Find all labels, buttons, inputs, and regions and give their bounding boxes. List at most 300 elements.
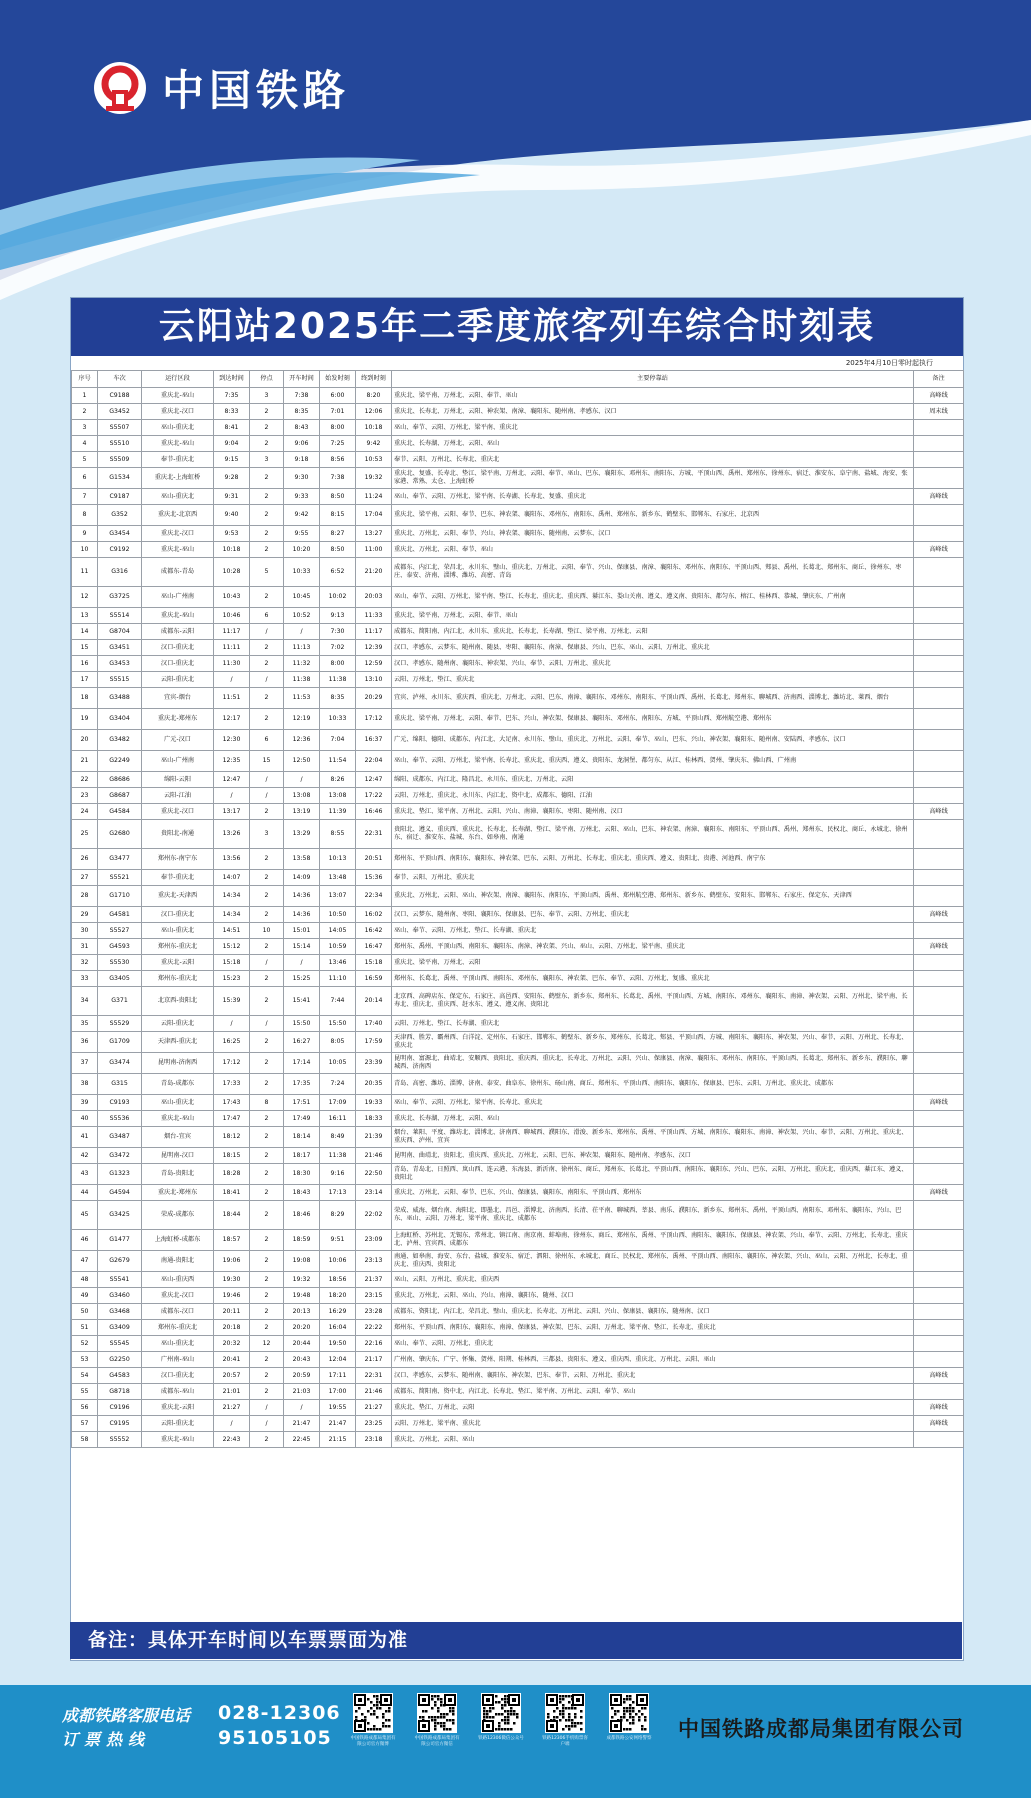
table-cell: 烟台、莱阳、平度、潍坊北、淄博北、济南西、聊城西、濮阳东、滑浚、新乡东、郑州东、禹州、平顶山西、方城、南阳东、襄阳东、南漳、神农架、兴山、奉节、云阳、万州北、重庆北、重庆西、泸州、宜宾 — [392, 1127, 914, 1148]
table-cell: C9187 — [98, 489, 142, 505]
table-cell: 重庆北-巫山 — [142, 1432, 214, 1448]
table-cell: G3409 — [98, 1320, 142, 1336]
table-cell: 昆明南、富源北、曲靖北、安顺西、贵阳北、重庆西、重庆北、长寿北、万州北、云阳、兴山、保康县、南漳、襄阳东、邓州东、南阳东、平顶山西、长葛北、郑州东、新乡东、濮阳东、聊城西、济南西 — [392, 1053, 914, 1074]
table-cell: 8:33 — [214, 404, 250, 420]
table-cell: C9192 — [98, 542, 142, 558]
qr-caption: 中国铁路成都局集团有限公司官方微博 — [350, 1736, 396, 1747]
table-cell: 8:41 — [214, 420, 250, 436]
table-cell: / — [214, 1016, 250, 1032]
table-cell: 青岛-成都东 — [142, 1074, 214, 1095]
table-cell: 7:25 — [320, 436, 356, 452]
table-cell: 南通、如皋南、海安、东台、盐城、淮安东、宿迁、泗阳、徐州东、永城北、商丘、民权北、郑州东、禹州、平顶山西、南阳东、襄阳东、神农架、兴山、巫山、云阳、万州北、长寿北、重庆北、重庆西、贵阳北 — [392, 1251, 914, 1272]
table-cell: 2 — [250, 1230, 284, 1251]
table-cell: 10:52 — [284, 608, 320, 624]
table-cell: 7:04 — [320, 730, 356, 751]
table-cell: 29 — [72, 907, 98, 923]
table-cell: 10:02 — [320, 587, 356, 608]
table-cell: 51 — [72, 1320, 98, 1336]
table-cell: 32 — [72, 955, 98, 971]
table-cell: 19:48 — [284, 1288, 320, 1304]
table-cell: 13:26 — [214, 820, 250, 849]
table-cell: 12:30 — [214, 730, 250, 751]
table-cell: 23:28 — [356, 1304, 392, 1320]
table-cell: 42 — [72, 1148, 98, 1164]
table-row — [72, 688, 964, 709]
table-cell: 2 — [250, 1148, 284, 1164]
table-cell: 成都东、资阳北、内江北、荣昌北、璧山、重庆北、长寿北、万州北、云阳、兴山、保康县、襄阳东、随州南、汉口 — [392, 1304, 914, 1320]
table-cell: 重庆北、梁平南、万州北、云阳 — [392, 955, 914, 971]
table-cell: 云阳-江油 — [142, 788, 214, 804]
table-row — [72, 1185, 964, 1201]
table-row — [72, 1304, 964, 1320]
table-row — [72, 1352, 964, 1368]
table-cell: 18 — [72, 688, 98, 709]
table-cell: 26 — [72, 849, 98, 870]
table-cell: 2 — [250, 1201, 284, 1230]
table-cell: 16:04 — [320, 1320, 356, 1336]
table-cell: 56 — [72, 1400, 98, 1416]
table-cell: 贵阳北、遵义、重庆西、重庆北、长寿北、长寿湖、垫江、梁平南、万州北、云阳、巫山、巴东、神农架、南漳、襄阳东、南阳东、平顶山西、禹州、郑州东、民权北、商丘、永城北、徐州东、宿迁、淮安东、盐城、东台、如皋南、南通 — [392, 820, 914, 849]
table-cell: 8:35 — [320, 688, 356, 709]
table-cell: 17:12 — [356, 709, 392, 730]
table-cell: 16:25 — [214, 1032, 250, 1053]
table-cell: 22 — [72, 772, 98, 788]
table-cell: 15:01 — [284, 923, 320, 939]
table-cell: 重庆北、万州北、云阳、奉节、巴东、兴山、保康县、襄阳东、南阳东、平顶山西、郑州东 — [392, 1185, 914, 1201]
table-cell — [914, 1304, 964, 1320]
table-cell: 23:25 — [356, 1416, 392, 1432]
table-cell: 20 — [72, 730, 98, 751]
table-cell: / — [214, 788, 250, 804]
table-cell: 20:44 — [284, 1336, 320, 1352]
table-row — [72, 1201, 964, 1230]
table-cell: 15:50 — [320, 1016, 356, 1032]
table-cell: 广州南、肇庆东、广宁、怀集、贺州、阳朔、桂林西、三都县、贵阳东、遵义、重庆西、重庆北、万州北、云阳、巫山 — [392, 1352, 914, 1368]
table-cell: 10:20 — [284, 542, 320, 558]
table-cell: 18:28 — [214, 1164, 250, 1185]
table-cell: 18:20 — [320, 1288, 356, 1304]
table-row — [72, 505, 964, 526]
table-cell: G8718 — [98, 1384, 142, 1400]
table-cell: 高峰线 — [914, 388, 964, 404]
table-cell: 10:28 — [214, 558, 250, 587]
table-cell: 成都东、内江北、荣昌北、永川东、璧山、重庆北、万州北、云阳、奉节、兴山、保康县、南漳、襄阳东、邓州东、南阳东、平顶山西、郏县、禹州、长葛北、郑州东、商丘、徐州东、枣庄、泰安、济南、淄博、潍坊、高密、青岛 — [392, 558, 914, 587]
table-row — [72, 1148, 964, 1164]
table-row — [72, 1127, 964, 1148]
qr-code-icon — [417, 1693, 457, 1733]
table-cell: 奉节、云阳、万州北、重庆北 — [392, 870, 914, 886]
table-cell: / — [250, 1400, 284, 1416]
table-cell: 17:00 — [320, 1384, 356, 1400]
table-cell: 13:48 — [320, 870, 356, 886]
table-cell: S5527 — [98, 923, 142, 939]
table-cell: 15:39 — [214, 987, 250, 1016]
table-cell: 20:51 — [356, 849, 392, 870]
table-cell: 18:17 — [284, 1148, 320, 1164]
table-cell: G8687 — [98, 788, 142, 804]
table-cell: 重庆北、梁平南、万州北、云阳、奉节、巫山 — [392, 388, 914, 404]
table-cell: 23:39 — [356, 1053, 392, 1074]
table-cell: 17:33 — [214, 1074, 250, 1095]
table-cell: 20:29 — [356, 688, 392, 709]
table-cell — [914, 1336, 964, 1352]
table-cell: 重庆北-巫山 — [142, 436, 214, 452]
table-cell: 2 — [250, 1272, 284, 1288]
table-cell: / — [214, 672, 250, 688]
table-cell: 汉口-重庆北 — [142, 907, 214, 923]
table-cell: 58 — [72, 1432, 98, 1448]
table-cell: 6:52 — [320, 558, 356, 587]
table-cell: S5515 — [98, 672, 142, 688]
table-cell — [914, 1201, 964, 1230]
table-cell: 7:30 — [320, 624, 356, 640]
table-cell: G3487 — [98, 1127, 142, 1148]
table-cell: 7:44 — [320, 987, 356, 1016]
table-cell: 重庆北、万州北、云阳、巫山、兴山、南漳、襄阳东、随州、汉口 — [392, 1288, 914, 1304]
table-cell: 1 — [72, 388, 98, 404]
booking-phone: 95105105 — [218, 1727, 332, 1749]
table-cell: 17:47 — [214, 1111, 250, 1127]
table-cell: 20:14 — [356, 987, 392, 1016]
table-row — [72, 1336, 964, 1352]
table-cell: 13 — [72, 608, 98, 624]
table-cell: 12:47 — [214, 772, 250, 788]
table-cell: 重庆北-汉口 — [142, 404, 214, 420]
table-cell: 54 — [72, 1368, 98, 1384]
table-cell: 青岛、青岛北、日照西、岚山西、连云港、东海县、新沂南、徐州东、商丘、郑州东、长葛北、平顶山西、南阳东、襄阳东、兴山、巴东、云阳、万州北、重庆北、重庆西、綦江东、遵义、贵阳北 — [392, 1164, 914, 1185]
table-cell: 35 — [72, 1016, 98, 1032]
table-cell: 11:38 — [320, 1148, 356, 1164]
table-cell: 云阳、万州北、垫江、长寿湖、重庆北 — [392, 1016, 914, 1032]
table-cell — [914, 1320, 964, 1336]
table-cell — [914, 452, 964, 468]
qr-code[interactable] — [350, 1693, 396, 1748]
table-cell: 6:00 — [320, 388, 356, 404]
table-cell: 18:41 — [214, 1185, 250, 1201]
table-cell: / — [250, 1016, 284, 1032]
table-cell: / — [284, 955, 320, 971]
table-cell: 13:07 — [320, 886, 356, 907]
table-cell: 2 — [250, 804, 284, 820]
table-cell: 荣成-成都东 — [142, 1201, 214, 1230]
table-cell: 2 — [250, 987, 284, 1016]
table-cell: S5514 — [98, 608, 142, 624]
table-cell: G315 — [98, 1074, 142, 1095]
table-row — [72, 1032, 964, 1053]
table-row — [72, 436, 964, 452]
table-cell: S5541 — [98, 1272, 142, 1288]
table-cell: 重庆北-云阳 — [142, 1400, 214, 1416]
table-row — [72, 772, 964, 788]
table-cell: 52 — [72, 1336, 98, 1352]
table-cell: G4593 — [98, 939, 142, 955]
table-cell: 17:22 — [356, 788, 392, 804]
table-row — [72, 820, 964, 849]
table-row — [72, 608, 964, 624]
table-row — [72, 587, 964, 608]
table-cell: 3 — [250, 820, 284, 849]
table-cell: 18:12 — [214, 1127, 250, 1148]
company-name: 中国铁路成都局集团有限公司 — [678, 1717, 964, 1741]
table-cell: 19:30 — [214, 1272, 250, 1288]
table-cell: 21:47 — [284, 1416, 320, 1432]
table-cell: 16:29 — [320, 1304, 356, 1320]
table-cell: 50 — [72, 1304, 98, 1320]
qr-code[interactable] — [542, 1693, 588, 1748]
table-cell: 汉口、孝感东、云梦东、随州南、襄阳东、神农架、巴东、奉节、云阳、万州北、重庆北 — [392, 1368, 914, 1384]
table-cell: 绵阳-云阳 — [142, 772, 214, 788]
table-cell: 郑州东-南宁东 — [142, 849, 214, 870]
table-cell: 13:56 — [214, 849, 250, 870]
table-cell: 昆明南、曲靖北、贵阳北、重庆西、重庆北、万州北、云阳、巴东、神农架、襄阳东、随州南、孝感东、汉口 — [392, 1148, 914, 1164]
table-cell: 8:29 — [320, 1201, 356, 1230]
table-cell: 周末线 — [914, 404, 964, 420]
table-cell: 23:13 — [356, 1251, 392, 1272]
china-railway-logo — [92, 58, 350, 118]
table-cell: 2 — [250, 1368, 284, 1384]
table-cell: 成都东-云阳 — [142, 624, 214, 640]
table-cell — [914, 436, 964, 452]
table-cell: 21:15 — [320, 1432, 356, 1448]
table-row — [72, 656, 964, 672]
table-cell: 重庆北-天津西 — [142, 886, 214, 907]
table-cell: 重庆北、梁平南、万州北、云阳、奉节、巫山 — [392, 608, 914, 624]
qr-code[interactable] — [606, 1693, 652, 1742]
table-cell: 9:18 — [284, 452, 320, 468]
table-cell: 33 — [72, 971, 98, 987]
table-cell: G3472 — [98, 1148, 142, 1164]
table-cell — [914, 1074, 964, 1095]
table-cell: 2 — [250, 420, 284, 436]
table-cell: 19:46 — [214, 1288, 250, 1304]
table-cell: 云阳、万州北、梁平南、重庆北 — [392, 1416, 914, 1432]
table-cell: 6 — [72, 468, 98, 489]
table-cell: G3468 — [98, 1304, 142, 1320]
table-cell: 19:08 — [284, 1251, 320, 1272]
table-cell: 重庆北、梁平南、万州北、云阳、奉节、巴东、兴山、神农架、保康县、襄阳东、邓州东、南阳东、方城、平顶山西、郑州航空港、郑州东 — [392, 709, 914, 730]
table-cell: 20:32 — [214, 1336, 250, 1352]
table-row — [72, 1432, 964, 1448]
table-cell: S5507 — [98, 420, 142, 436]
table-cell: 14:36 — [284, 886, 320, 907]
table-cell: 青岛-贵阳北 — [142, 1164, 214, 1185]
table-cell: 17:11 — [320, 1368, 356, 1384]
table-cell: 11:54 — [320, 751, 356, 772]
table-cell: 9:16 — [320, 1164, 356, 1185]
table-cell: 43 — [72, 1164, 98, 1185]
table-cell: 3 — [72, 420, 98, 436]
table-cell: 19:55 — [320, 1400, 356, 1416]
table-cell: 17:59 — [356, 1032, 392, 1053]
column-header: 开车时间 — [284, 371, 320, 388]
table-cell: 15:41 — [284, 987, 320, 1016]
table-cell — [914, 772, 964, 788]
table-cell: 10 — [250, 923, 284, 939]
table-cell: 22:31 — [356, 1368, 392, 1384]
table-cell: 13:27 — [356, 526, 392, 542]
table-cell: 成都东-青岛 — [142, 558, 214, 587]
table-row — [72, 1053, 964, 1074]
table-cell: 重庆北、万州北、云阳、巫山 — [392, 1432, 914, 1448]
table-cell — [914, 688, 964, 709]
table-cell: 7:35 — [214, 388, 250, 404]
table-cell: 5 — [250, 558, 284, 587]
table-cell: 18:14 — [284, 1127, 320, 1148]
timetable — [71, 370, 964, 1448]
table-cell: G2250 — [98, 1352, 142, 1368]
table-cell: 2 — [250, 1185, 284, 1201]
table-cell: 昆明南-汉口 — [142, 1148, 214, 1164]
table-cell: 19:06 — [214, 1251, 250, 1272]
table-cell: 22:43 — [214, 1432, 250, 1448]
table-cell: 20:41 — [214, 1352, 250, 1368]
table-cell: 19:32 — [284, 1272, 320, 1288]
logo-text: 中国铁路 — [162, 66, 351, 115]
table-cell: 高峰线 — [914, 1368, 964, 1384]
hotline-phone: 028-12306 — [218, 1702, 341, 1724]
table-cell: 11:17 — [214, 624, 250, 640]
table-cell: 10:45 — [284, 587, 320, 608]
table-cell: 高峰线 — [914, 489, 964, 505]
table-cell: 8:56 — [320, 452, 356, 468]
table-cell — [914, 870, 964, 886]
table-cell: 8:43 — [284, 420, 320, 436]
table-cell — [914, 587, 964, 608]
table-cell: 19:50 — [320, 1336, 356, 1352]
table-cell: 12:36 — [284, 730, 320, 751]
table-cell: G352 — [98, 505, 142, 526]
table-cell: 21 — [72, 751, 98, 772]
table-cell: 11:17 — [356, 624, 392, 640]
table-cell: 9:31 — [214, 489, 250, 505]
table-cell: 13:17 — [214, 804, 250, 820]
timetable-board — [70, 297, 964, 1661]
table-cell: 2 — [250, 1384, 284, 1400]
table-cell: G1534 — [98, 468, 142, 489]
qr-caption: 铁路12306微信公众号 — [478, 1736, 524, 1741]
table-cell: 2 — [250, 1032, 284, 1053]
booking-label: 订票热线 — [62, 1730, 151, 1749]
table-cell: 贵阳北-南通 — [142, 820, 214, 849]
footnote: 备注：具体开车时间以车票票面为准 — [70, 1622, 962, 1659]
table-cell: 2 — [250, 971, 284, 987]
table-cell: 21:37 — [356, 1272, 392, 1288]
table-cell: G1710 — [98, 886, 142, 907]
table-cell: 8:05 — [320, 1032, 356, 1053]
table-row — [72, 751, 964, 772]
table-cell: 11 — [72, 558, 98, 587]
table-cell: 2 — [250, 1320, 284, 1336]
table-cell — [914, 1016, 964, 1032]
table-cell: 9:06 — [284, 436, 320, 452]
qr-code[interactable] — [414, 1693, 460, 1748]
table-cell: 2 — [250, 1288, 284, 1304]
table-row — [72, 468, 964, 489]
table-row — [72, 640, 964, 656]
table-cell: 广州南-巫山 — [142, 1352, 214, 1368]
table-cell: 郑州东、平顶山西、南阳东、襄阳东、神农架、巴东、云阳、万州北、长寿北、重庆北、重庆西、遵义、贵阳北、贵港、河池西、南宁东 — [392, 849, 914, 870]
table-cell: 荣成、威海、烟台南、海阳北、即墨北、昌邑、淄博北、济南西、长清、茌平南、聊城西、莘县、南乐、濮阳东、新乡东、郑州东、禹州、平顶山西、南阳东、邓州东、襄阳东、兴山、巴东、巫山、云阳、万州北、梁平南、重庆北、成都东 — [392, 1201, 914, 1230]
table-cell — [914, 656, 964, 672]
table-cell: 15:18 — [214, 955, 250, 971]
table-cell: 高峰线 — [914, 939, 964, 955]
table-row — [72, 1288, 964, 1304]
table-cell: 16:59 — [356, 971, 392, 987]
table-cell: 12:19 — [284, 709, 320, 730]
table-row — [72, 1111, 964, 1127]
table-row — [72, 1016, 964, 1032]
table-cell: 巫山-重庆北 — [142, 923, 214, 939]
table-cell: 2 — [250, 1304, 284, 1320]
table-cell: 15:36 — [356, 870, 392, 886]
table-row — [72, 1251, 964, 1272]
table-cell — [914, 526, 964, 542]
table-cell: G4581 — [98, 907, 142, 923]
table-cell: 广元-汉口 — [142, 730, 214, 751]
table-cell: 27 — [72, 870, 98, 886]
table-cell: / — [250, 788, 284, 804]
table-cell: 15:14 — [284, 939, 320, 955]
column-header: 到达时间 — [214, 371, 250, 388]
table-cell: 11:33 — [356, 608, 392, 624]
table-cell: 12:35 — [214, 751, 250, 772]
qr-code[interactable] — [478, 1693, 524, 1742]
table-cell: 17 — [72, 672, 98, 688]
page-title: 云阳站2025年二季度旅客列车综合时刻表 — [71, 298, 963, 356]
table-cell: 2 — [250, 436, 284, 452]
table-cell: 20:35 — [356, 1074, 392, 1095]
table-cell — [914, 1288, 964, 1304]
table-cell: 重庆北、垫江、梁平南、万州北、云阳、兴山、南漳、襄阳东、枣阳、随州南、汉口 — [392, 804, 914, 820]
table-cell: 重庆北、万州北、云阳、奉节、兴山、神农架、襄阳东、随州南、云梦东、汉口 — [392, 526, 914, 542]
table-cell: 11:24 — [356, 489, 392, 505]
table-row — [72, 1368, 964, 1384]
table-cell: 奉节、云阳、万州北、长寿北、重庆北 — [392, 452, 914, 468]
table-cell: 22:16 — [356, 1336, 392, 1352]
table-cell: 10:59 — [320, 939, 356, 955]
table-cell: G3482 — [98, 730, 142, 751]
table-cell: 10:18 — [356, 420, 392, 436]
table-cell: 8:15 — [320, 505, 356, 526]
table-cell: 22:04 — [356, 751, 392, 772]
table-cell: 18:56 — [320, 1272, 356, 1288]
table-cell: / — [250, 624, 284, 640]
table-cell: 8:00 — [320, 656, 356, 672]
table-cell: 重庆北-郑州东 — [142, 709, 214, 730]
table-cell: 11:10 — [320, 971, 356, 987]
table-cell — [914, 1148, 964, 1164]
table-cell — [914, 1164, 964, 1185]
table-row — [72, 558, 964, 587]
table-cell: 10:53 — [356, 452, 392, 468]
table-cell: 8:27 — [320, 526, 356, 542]
table-cell: 北京西、高碑店东、保定东、石家庄、高邑西、安阳东、鹤壁东、新乡东、郑州东、长葛北、禹州、平顶山西、方城、南阳东、邓州东、襄阳东、南漳、神农架、云阳、万州北、梁平南、长寿北、重庆北、重庆西、赶水东、遵义、遵义南、贵阳北 — [392, 987, 914, 1016]
table-cell: 17:35 — [284, 1074, 320, 1095]
table-cell: 巫山-广州南 — [142, 587, 214, 608]
table-row — [72, 404, 964, 420]
qr-code-icon — [353, 1693, 393, 1733]
table-cell — [914, 886, 964, 907]
table-cell: 巫山、奉节、云阳、万州北、梁平南、长寿北、重庆北、重庆西、遵义、贵阳东、龙洞堡、都匀东、从江、桂林西、贺州、肇庆东、佛山西、广州南 — [392, 751, 914, 772]
table-cell: 9:42 — [356, 436, 392, 452]
table-cell: 15:18 — [356, 955, 392, 971]
table-cell: 2 — [250, 404, 284, 420]
table-cell: / — [250, 1416, 284, 1432]
table-cell: 巫山-广州南 — [142, 751, 214, 772]
table-cell: 15:23 — [214, 971, 250, 987]
table-cell: 云阳、万州北、重庆北、永川东、内江北、资中北、成都东、德阳、江油 — [392, 788, 914, 804]
table-row — [72, 870, 964, 886]
